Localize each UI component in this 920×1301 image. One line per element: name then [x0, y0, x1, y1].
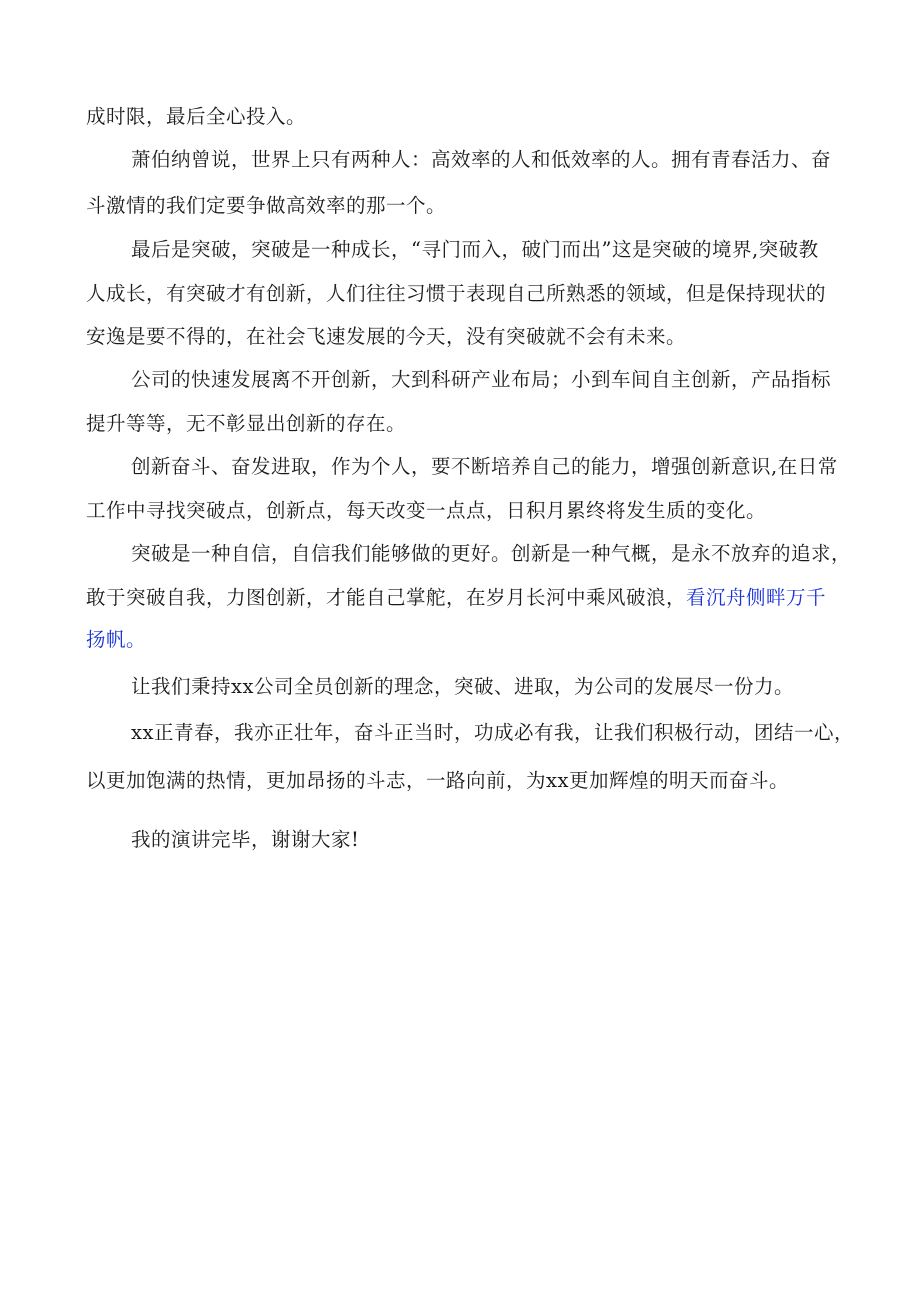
- paragraph-line: xx正青春，我亦正壮年，奋斗正当时，功成必有我，让我们积极行动，团结一心，: [131, 721, 854, 744]
- paragraph-text: 敢于突破自我，力图创新，才能自己掌舵，在岁月长河中乘风破浪，: [86, 586, 687, 609]
- paragraph-line: 让我们秉持xx公司全员创新的理念，突破、进取，为公司的发展尽一份力。: [131, 675, 794, 698]
- paragraph-line: 安逸是要不得的，在社会飞速发展的今天，没有突破就不会有未来。: [86, 325, 687, 348]
- hyperlink-text[interactable]: 扬帆。: [86, 628, 147, 651]
- paragraph-line: 萧伯纳曾说，世界上只有两种人：高效率的人和低效率的人。拥有青春活力、奋: [131, 148, 832, 171]
- paragraph-line: 以更加饱满的热情，更加昂扬的斗志，一路向前，为xx更加辉煌的明天而奋斗。: [86, 769, 789, 792]
- closing-line: 我的演讲完毕，谢谢大家!: [131, 828, 360, 851]
- hyperlink-text[interactable]: 看沉舟侧畔万千: [686, 586, 827, 609]
- paragraph-line: 工作中寻找突破点，创新点，每天改变一点点，日积月累终将发生质的变化。: [86, 499, 767, 522]
- paragraph-line: 公司的快速发展离不开创新，大到科研产业布局；小到车间自主创新，产品指标: [131, 368, 832, 391]
- paragraph-line: [86, 626, 846, 654]
- paragraph-line: 突破是一种自信，自信我们能够做的更好。创新是一种气概，是永不放弃的追求，: [131, 542, 852, 565]
- paragraph-line: 斗激情的我们定要争做高效率的那一个。: [86, 194, 447, 217]
- paragraph-line: [86, 584, 846, 612]
- paragraph-line: 创新奋斗、奋发进取，作为个人，要不断培养自己的能力，增强创新意识,在日常: [131, 455, 838, 478]
- paragraph-line: 最后是突破，突破是一种成长，“寻门而入，破门而出”这是突破的境界,突破教: [131, 238, 819, 261]
- paragraph-line: 人成长，有突破才有创新，人们往往习惯于表现自己所熟悉的领域，但是保持现状的: [86, 282, 827, 305]
- paragraph-line: 提升等等，无不彰显出创新的存在。: [86, 412, 407, 435]
- paragraph-line: 成时限，最后全心投入。: [86, 105, 307, 128]
